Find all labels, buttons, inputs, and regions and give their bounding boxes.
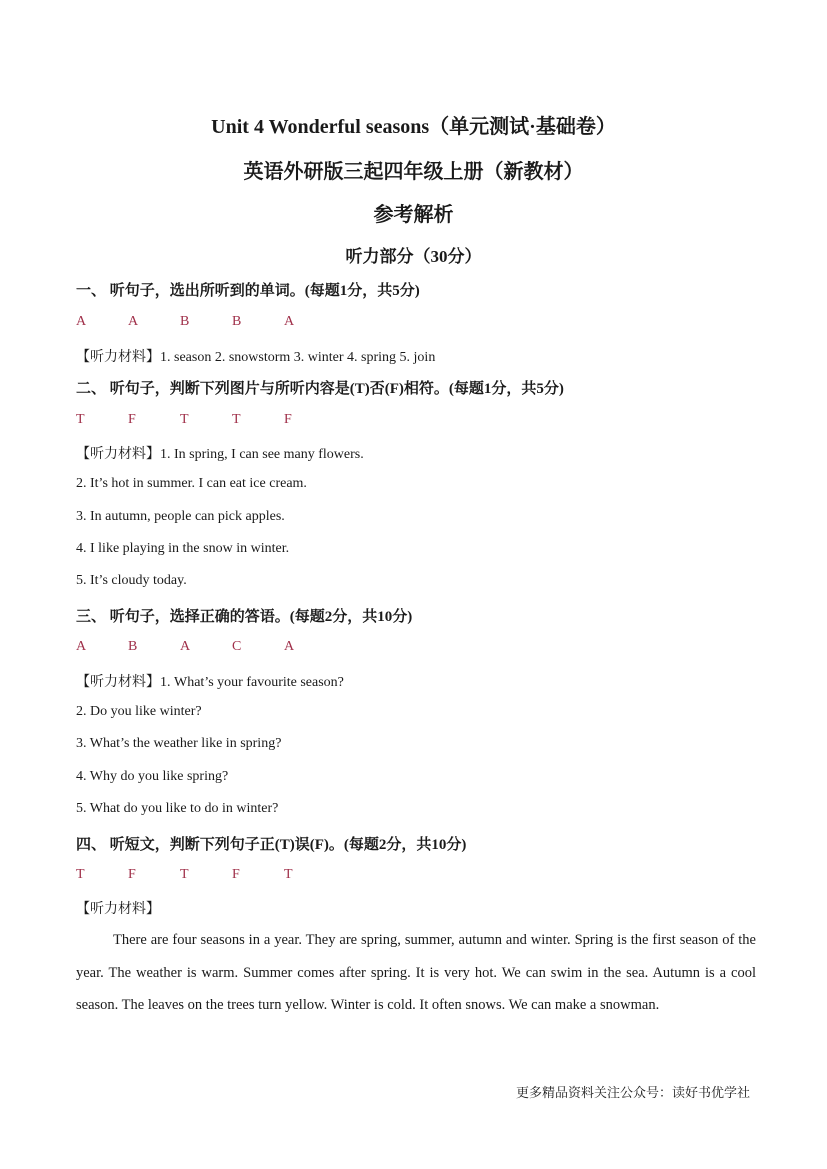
answer: B [128, 639, 138, 654]
answer: B [232, 314, 242, 329]
material-line: 2. It’s hot in summer. I can eat ice cream. [76, 476, 307, 491]
answer: T [284, 867, 293, 882]
section-1-answers [76, 314, 336, 330]
answer: A [284, 314, 295, 329]
section-1-material [76, 346, 435, 366]
listening-passage: There are four seasons in a year. They are spring, summer, autumn and winter. Spring is the first season of the year. The weather is warm. Summer comes after spring. It is very hot. We can swim in the sea. Autumn is a cool season. The leaves on the trees turn yellow. Winter is cold. It often snows. We can make a snowman. [76, 932, 756, 1013]
answer: F [232, 867, 240, 882]
answer: T [76, 412, 85, 427]
footer-note: 更多精品资料关注公众号：读好书优学社 [515, 1086, 750, 1101]
answer: T [76, 867, 85, 882]
material-label: 【听力材料】 [76, 901, 160, 917]
answer: B [180, 314, 190, 329]
answer: A [76, 314, 87, 329]
answer: F [284, 412, 292, 427]
material-label: 【听力材料】 [76, 349, 160, 365]
document-title: Unit 4 Wonderful seasons（单元测试·基础卷） [211, 116, 616, 138]
section-3-answers [76, 639, 336, 655]
material-line: 1. What’s your favourite season? [160, 675, 344, 690]
answer: T [232, 412, 241, 427]
answer: A [180, 639, 191, 654]
answer: A [76, 639, 87, 654]
section-4-answers [76, 867, 336, 883]
material-line: 4. Why do you like spring? [76, 769, 229, 784]
material-line: 2. Do you like winter? [76, 704, 202, 719]
answer: F [128, 412, 136, 427]
listening-part-title: 听力部分（30分） [345, 247, 482, 266]
material-line: 3. What’s the weather like in spring? [76, 736, 282, 751]
answer: C [232, 639, 242, 654]
material-label: 【听力材料】 [76, 446, 160, 462]
document-answer-key-title: 参考解析 [373, 204, 454, 226]
material-line: 5. It’s cloudy today. [76, 573, 187, 588]
section-2-answers [76, 412, 336, 428]
answer: A [128, 314, 139, 329]
section-4-material [76, 898, 160, 918]
answer: T [180, 412, 189, 427]
material-line: 4. I like playing in the snow in winter. [76, 541, 290, 556]
material-line: 5. What do you like to do in winter? [76, 801, 279, 816]
section-3-heading: 三、 听句子，选择正确的答语。(每题2分，共10分) [76, 609, 413, 625]
material-line: 1. season 2. snowstorm 3. winter 4. spring 5. join [160, 350, 436, 365]
section-1-heading: 一、 听句子，选出所听到的单词。(每题1分，共5分) [76, 283, 420, 299]
material-label: 【听力材料】 [76, 674, 160, 690]
section-4-heading: 四、 听短文，判断下列句子正(T)误(F)。(每题2分，共10分) [76, 837, 467, 853]
answer: T [180, 867, 189, 882]
document-subtitle: 英语外研版三起四年级上册（新教材） [243, 161, 584, 183]
material-line: 1. In spring, I can see many flowers. [160, 447, 364, 462]
section-3-material [76, 671, 344, 691]
answer: A [284, 639, 295, 654]
material-line: 3. In autumn, people can pick apples. [76, 509, 285, 524]
section-2-material [76, 443, 364, 463]
answer: F [128, 867, 136, 882]
section-2-heading: 二、 听句子，判断下列图片与所听内容是(T)否(F)相符。(每题1分，共5分) [76, 381, 564, 397]
